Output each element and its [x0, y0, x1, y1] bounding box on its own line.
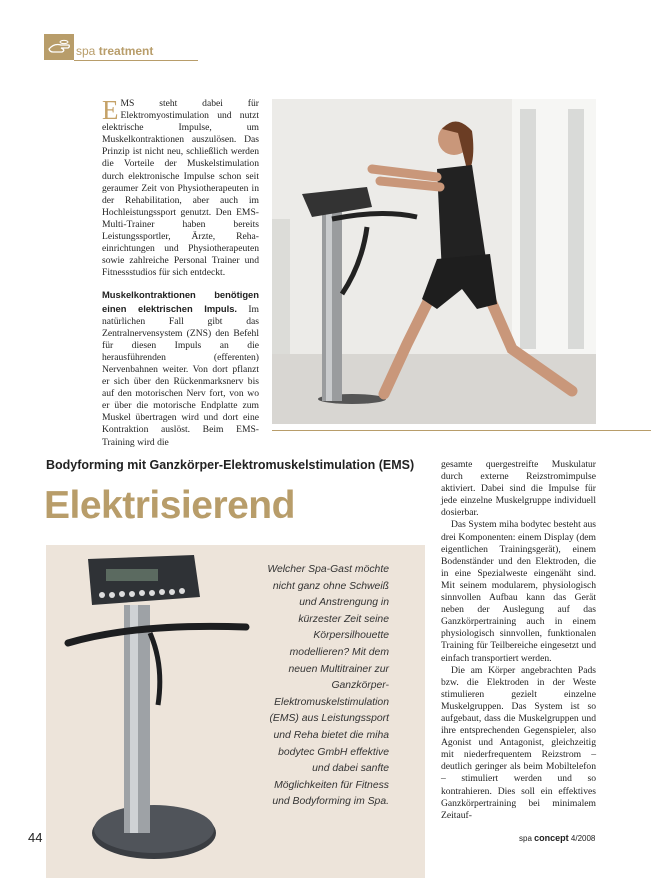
article-headline: Elektrisierend [44, 484, 295, 527]
paragraph-intro [102, 95, 259, 279]
magazine-issue: 4/2008 [570, 834, 596, 843]
section-label [76, 44, 153, 58]
photo-divider [272, 430, 651, 431]
header-divider [74, 60, 198, 61]
photo-ems-device [46, 545, 261, 878]
woman-training-illustration [272, 99, 596, 424]
section-logo-icon [44, 34, 74, 60]
magazine-prefix: spa [519, 834, 532, 843]
right-paragraph-2: Das System miha bodytec besteht aus drei Komponenten: einem Display (dem eigentlichen Trainingsgerät), einem Bodenständer und den Elektroden, die in eine Spezialweste eingenäht sind. Mit seinem modularem, physiologisch sinnvollen Aufbau kann das Gerät neben der Auslegung auf das Ganzkörpertraining auch in einem physiologisch sinnvollen, funktionalen Training für Teilbereiche eingesetzt und einfach transportiert werden. [441, 519, 596, 664]
paragraph-intro-text: MS steht dabei für Elektromyostimulation und nutzt elektrische Impulse, um Muskelkontraktionen auszulösen. Das Prinzip ist nicht neu, schließlich werden die Vorteile der Muskelstimulation durch elektronische Impulse schon seit geraumer Zeit von Physiotherapeuten in der Rehabilitation, aber auch im Hochleistungssport genutzt. Den EMS-Multi-Trainer haben bereits Leistungssportler, Ärzte, Rehaeinrichtungen und Physiotherapeuten sowie zahlreiche Personal Trainer und Fitnessstudios für sich entdeckt. [102, 98, 259, 279]
section-suffix: treatment [98, 44, 154, 58]
magazine-name: concept [534, 833, 569, 843]
right-paragraph-1: gesamte quergestreifte Muskulatur durch externe Reizstromimpulse aktiviert. Dabei sind die Impulse für jede einzelne Muskelgruppe individuell dosierbar. [441, 459, 596, 519]
article-column-right [441, 459, 596, 822]
paragraph-subhead: Muskelkontraktionen benötigen einen elektrischen Impuls. [102, 289, 259, 314]
drop-cap: E [102, 95, 119, 125]
ems-device-illustration [46, 545, 261, 878]
magazine-footer [519, 833, 595, 843]
paragraph-second [102, 289, 259, 448]
photo-woman-training [272, 99, 596, 424]
right-paragraph-3: Die am Körper angebrachten Pads bzw. die Elektroden in der Weste stimulieren gezielt einzelne Muskelgruppen. Das System ist so aufgebaut, dass die Muskelgruppen und ihre entsprechenden Gegenspieler, also Agonist und Antagonist, gleichzeitig mit niederfrequentem Reizstrom – deutlich geringer als beim Mobiltelefon – stimuliert werden und so kontrahieren. Dies soll ein effektives Ganzkörpertraining bei minimalem Zeitauf- [441, 664, 596, 821]
teaser-text: Welcher Spa-Gast möchte nicht ganz ohne Schweiß und Anstrengung in kürzester Zeit seine Körpersilhouette modellieren? Mit dem neuen Multitrainer zur Ganzkörper-Elektromuskelstimulation (EMS) aus Leistungssport und Reha bietet die miha bodytec GmbH effektive und dabei sanfte Möglichkeiten für Fitness und Bodyforming im Spa. [267, 564, 389, 808]
article-column-left [102, 95, 259, 449]
section-prefix: spa [76, 44, 96, 58]
paragraph-second-text: Im natürlichen Fall gibt das Zentralnervensystem (ZNS) den Befehl für diesen Impuls an die herausführenden (efferenten) Nervenbahnen weiter. Von dort pflanzt er sich über den Rückenmarksnerv bis auf den motorischen Nerv fort, von wo er über die motorische Endplatte zum Muskel übertragen wird und dort eine Kontraktion auslöst. Beim EMS-Training wird die [102, 303, 259, 448]
article-kicker: Bodyforming mit Ganzkörper-Elektromuskelstimulation (EMS) [46, 458, 415, 472]
page-number: 44 [28, 830, 43, 845]
hand-stones-icon [44, 34, 74, 60]
